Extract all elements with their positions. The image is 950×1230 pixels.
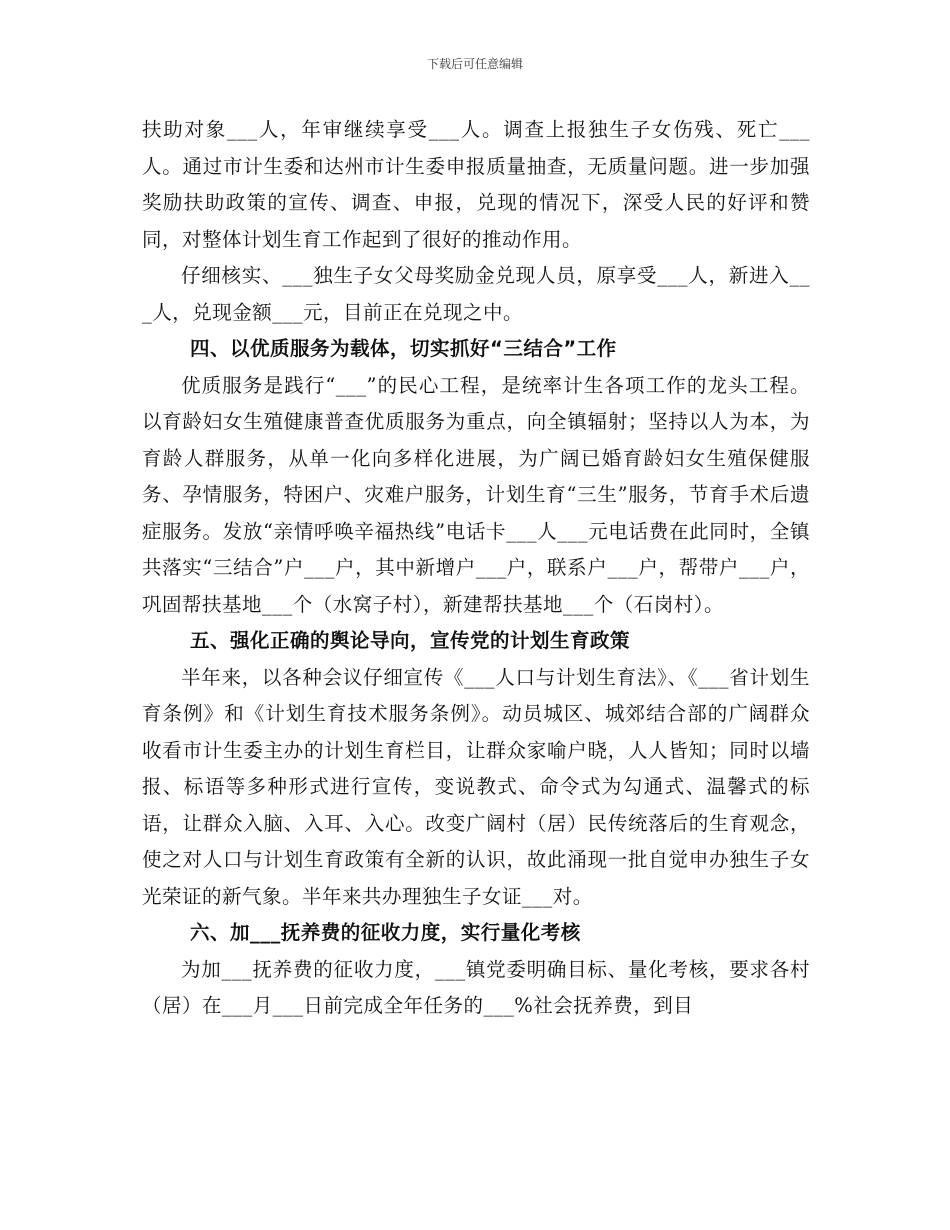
paragraph-fee-collection: 为加___抚养费的征收力度，___镇党委明确目标、量化考核，要求各村（居）在___月___日前完成全年任务的___%社会抚养费，到目 xyxy=(142,957,810,1017)
page-header: 下载后可任意编辑 xyxy=(426,57,523,71)
document-body xyxy=(142,112,810,1025)
section-heading-five: 五、强化正确的舆论导向，宣传党的计划生育政策 xyxy=(190,629,631,652)
paragraph-parent-bonus-verification: 仔细核实、___独生子女父母奖励金兑现人员，原享受___人，新进入___人，兑现金额___元，目前正在兑现之中。 xyxy=(142,264,810,324)
paragraph-public-opinion: 半年来，以各种会议仔细宣传《___人口与计划生育法》、《___省计划生育条例》和《计划生育技术服务条例》。动员城区、城郊结合部的广阔群众收看市计生委主办的计划生育栏目，让群众家喻户晓，人人皆知；同时以墙报、标语等多种形式进行宣传，变说教式、命令式为勾通式、温馨式的标语，让群众入脑、入耳、入心。改变广阔村（居）民传统落后的生育观念，使之对人口与计划生育政策有全新的认识，故此涌现一批自觉申办独生子女光荣证的新气象。半年来共办理独生子女证___对。 xyxy=(142,665,810,908)
paragraph-award-support-summary: 扶助对象___人，年审继续享受___人。调查上报独生子女伤残、死亡___人。通过市计生委和达州市计生委申报质量抽查，无质量问题。进一步加强奖励扶助政策的宣传、调查、申报，兑现的情况下，深受人民的好评和赞同，对整体计划生育工作起到了很好的推动作用。 xyxy=(142,118,810,251)
section-heading-four: 四、以优质服务为载体，切实抓好“三结合”工作 xyxy=(190,337,617,360)
section-heading-six: 六、加___抚养费的征收力度，实行量化考核 xyxy=(190,921,581,944)
paragraph-quality-service: 优质服务是践行“___”的民心工程，是统率计生各项工作的龙头工程。以育龄妇女生殖健康普查优质服务为重点，向全镇辐射；坚持以人为本，为育龄人群服务，从单一化向多样化进展，为广阔已婚育龄妇女生殖保健服务、孕情服务，特困户、灾难户服务，计划生育“三生”服务，节育手术后遗症服务。发放“亲情呼唤辛福热线”电话卡___人___元电话费在此同时，全镇共落实“三结合”户___户，其中新增户___户，联系户___户，帮带户___户，巩固帮扶基地___个（水窝子村），新建帮扶基地___个（石岗村）。 xyxy=(142,373,810,616)
